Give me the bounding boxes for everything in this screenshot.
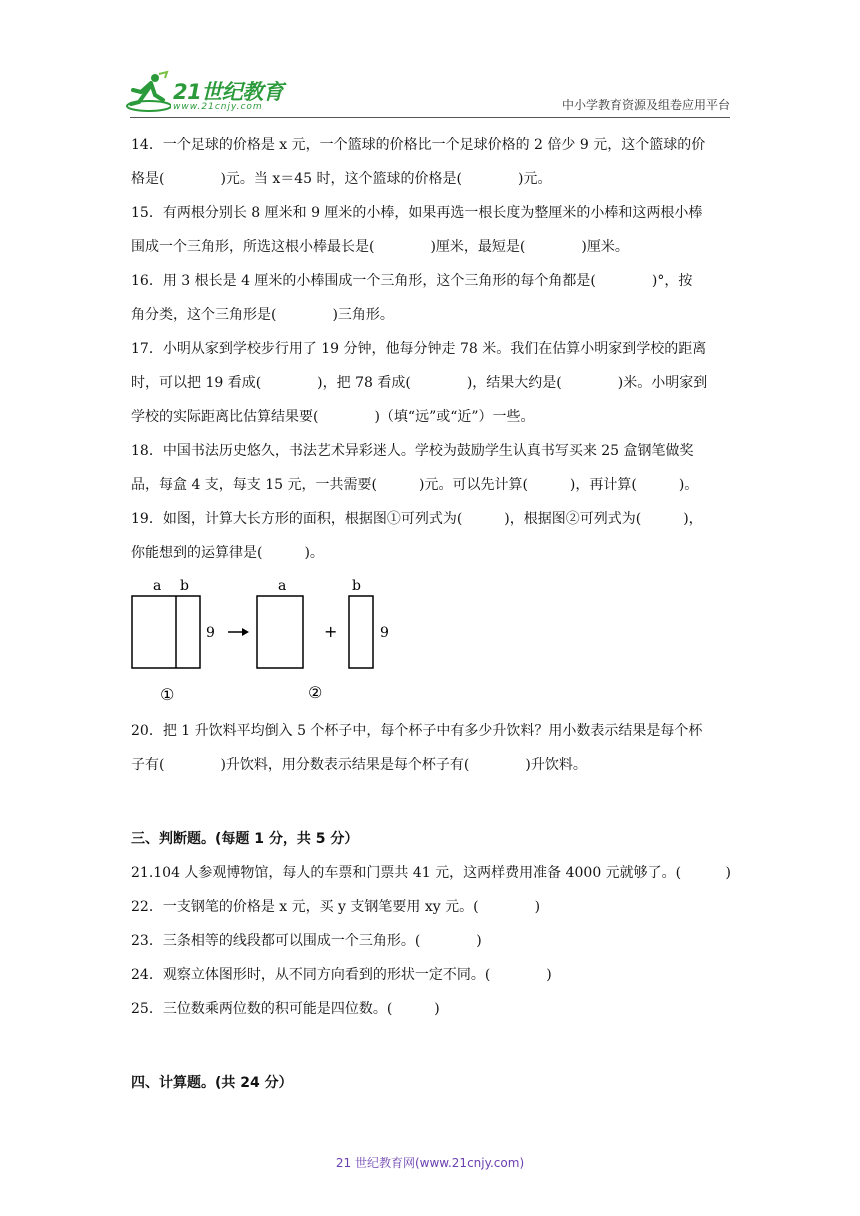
question-24: 24．观察立体图形时，从不同方向看到的形状一定不同。( ) bbox=[131, 967, 552, 983]
question-18: 18．中国书法历史悠久，书法艺术异彩迷人。学校为鼓励学生认真书写买来 25 盒钢笔做奖 品，每盒 4 支，每支 15 元，一共需要( )元。可以先计算( )，再计算( )。 bbox=[131, 443, 699, 493]
arrow-head-icon bbox=[242, 628, 249, 636]
fig1-label-9: 9 bbox=[206, 625, 215, 641]
question-21: 21.104 人参观博物馆，每人的车票和门票共 41 元，这两样费用准备 4000 元就够了。( ) bbox=[131, 865, 731, 881]
area-diagram bbox=[131, 574, 411, 714]
logo-text: 21世纪教育 bbox=[173, 80, 284, 104]
fig1-label-b: b bbox=[180, 578, 189, 594]
section-4-title: 四、计算题。(共 24 分） bbox=[131, 1075, 293, 1091]
site-logo bbox=[125, 70, 300, 114]
question-25: 25．三位数乘两位数的积可能是四位数。( ) bbox=[131, 1001, 440, 1017]
fig1-label-a: a bbox=[153, 578, 162, 594]
question-20: 20．把 1 升饮料平均倒入 5 个杯子中，每个杯子中有多少升饮料？用小数表示结果是每个杯 子有( )升饮料，用分数表示结果是每个杯子有( )升饮料。 bbox=[131, 723, 703, 773]
question-22: 22．一支钢笔的价格是 x 元，买 y 支钢笔要用 xy 元。( ) bbox=[131, 899, 541, 915]
platform-name: 中小学教育资源及组卷应用平台 bbox=[561, 98, 730, 112]
fig1-caption: ① bbox=[160, 685, 175, 704]
question-15: 15．有两根分别长 8 厘米和 9 厘米的小棒，如果再选一根长度为整厘米的小棒和这两根小棒 围成一个三角形，所选这根小棒最长是( )厘米，最短是( )厘米。 bbox=[131, 205, 703, 255]
question-23: 23．三条相等的线段都可以围成一个三角形。( ) bbox=[131, 933, 482, 949]
page-header bbox=[0, 0, 860, 122]
runner-logo-icon bbox=[125, 70, 171, 114]
fig2-rect-a bbox=[257, 596, 303, 668]
question-19: 19．如图，计算大长方形的面积，根据图①可列式为( )，根据图②可列式为( )， 你能想到的运算律是( )。 bbox=[131, 511, 703, 561]
exam-content bbox=[131, 128, 731, 1100]
fig2-label-a: a bbox=[278, 578, 287, 594]
fig1-rectangle bbox=[132, 596, 200, 668]
fig2-caption: ② bbox=[308, 683, 323, 702]
fig2-rect-b bbox=[349, 596, 373, 668]
fig2-label-b: b bbox=[352, 578, 361, 594]
fig2-label-9: 9 bbox=[380, 625, 389, 641]
plus-sign: + bbox=[324, 622, 338, 641]
rectangle-figure bbox=[131, 574, 731, 714]
question-14: 14．一个足球的价格是 x 元，一个篮球的价格比一个足球价格的 2 倍少 9 元，这个篮球的价 格是( )元。当 x＝45 时，这个篮球的价格是( )元。 bbox=[131, 137, 706, 187]
header-divider bbox=[130, 117, 730, 118]
logo-url: www.21cnjy.com bbox=[173, 102, 263, 112]
question-16: 16．用 3 根长是 4 厘米的小棒围成一个三角形，这个三角形的每个角都是( )°，按 角分类，这个三角形是( )三角形。 bbox=[131, 273, 693, 323]
page-footer[interactable]: 21 世纪教育网(www.21cnjy.com) bbox=[335, 1156, 525, 1170]
section-3-title: 三、判断题。(每题 1 分，共 5 分） bbox=[131, 831, 359, 847]
question-17: 17．小明从家到学校步行用了 19 分钟，他每分钟走 78 米。我们在估算小明家到学校的距离 时，可以把 19 看成( )，把 78 看成( )，结果大约是( )米。小明家到 学校的实际距离比估算结果要( )（填“远”或“近”）一些。 bbox=[131, 341, 708, 425]
